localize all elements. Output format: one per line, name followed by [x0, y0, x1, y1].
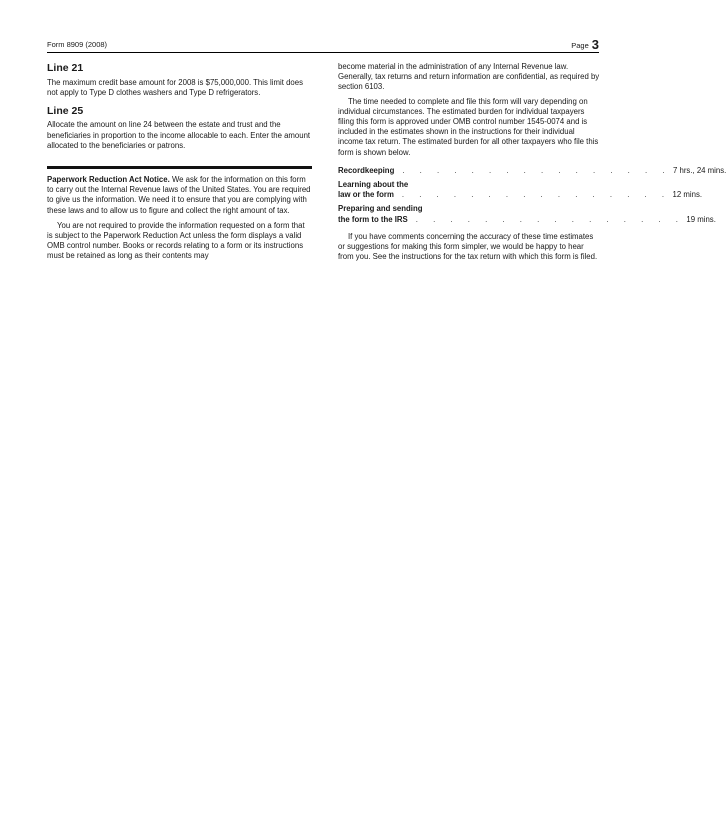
paperwork-para2: You are not required to provide the information requested on a form that is subject to the Paperwork Reduction Act unless the form displays a valid OMB control number. Books or records relating to a form or its instructions must be retained as long as their contents may — [47, 220, 305, 261]
page-label: Page — [571, 41, 589, 50]
burden-label-line1-row — [338, 180, 600, 190]
line21-text: The maximum credit base amount for 2008 is $75,000,000. This limit does not apply to Type D clothes washers and Type D refrigerators. — [47, 78, 303, 98]
burden-label-line2-row — [338, 190, 703, 200]
comments-text: If you have comments concerning the accuracy of these time estimates or suggestions for making this form simpler, we would be happy to hear from you. See the instructions for the tax return with which this form is filed. — [338, 231, 598, 262]
burden-label: Recordkeeping — [338, 165, 395, 175]
burden-label-cont: the form to the IRS — [338, 214, 408, 224]
burden-row-recordkeeping — [338, 165, 726, 176]
line25-heading: Line 25 — [47, 105, 84, 118]
form-identifier: Form 8909 (2008) — [47, 40, 108, 49]
left-column — [47, 62, 312, 262]
section-divider — [47, 166, 312, 169]
line25-text: Allocate the amount on line 24 between the estate and trust and the beneficiaries in proportion to the income allocable to each. Enter the amount allocated to the beneficiaries or patrons. — [47, 120, 311, 150]
confidentiality-text: become material in the administration of any Internal Revenue law. Generally, tax returns and return information are confidential, as required by section 6103. — [338, 62, 600, 92]
burden-label-line1-row — [338, 204, 600, 214]
paperwork-para1-text: We ask for the information on this form to carry out the Internal Revenue laws of the United States. You are required to give us the information. We need it to ensure that you are complying with these laws and to allow us to figure and collect the right amount of tax. — [47, 175, 311, 215]
dot-leader: . . . . . . . . . . . . . . . . — [402, 165, 671, 175]
right-column — [338, 62, 726, 262]
burden-row-learning — [338, 180, 703, 200]
page-number: 3 — [591, 37, 599, 52]
paperwork-title: Paperwork Reduction Act Notice. — [47, 175, 170, 185]
burden-value: 19 mins. — [686, 214, 716, 224]
burden-label-line2-row — [338, 214, 716, 225]
page-number-label — [571, 36, 599, 51]
page-header — [47, 36, 599, 53]
burden-label: Learning about the — [338, 180, 409, 190]
dot-leader: . . . . . . . . . . . . . . . . — [401, 190, 671, 200]
burden-label-cont: law or the form — [338, 190, 394, 200]
dot-leader: . . . . . . . . . . . . . . . . — [415, 214, 685, 224]
burden-row-preparing — [338, 204, 716, 224]
burden-intro-text: The time needed to complete and file this form will vary depending on individual circumstances. The estimated burden for individual taxpayers filing this form is approved under OMB control number 1545-0074 and is included in the estimates shown in the instructions for their individual income tax return. The estimated burden for all other taxpayers who file this form is shown below. — [338, 96, 599, 157]
burden-label: Preparing and sending — [338, 204, 423, 214]
line21-heading: Line 21 — [47, 62, 84, 74]
paperwork-para1 — [47, 175, 312, 216]
burden-value: 12 mins. — [672, 190, 703, 200]
burden-value: 7 hrs., 24 mins. — [672, 165, 726, 175]
